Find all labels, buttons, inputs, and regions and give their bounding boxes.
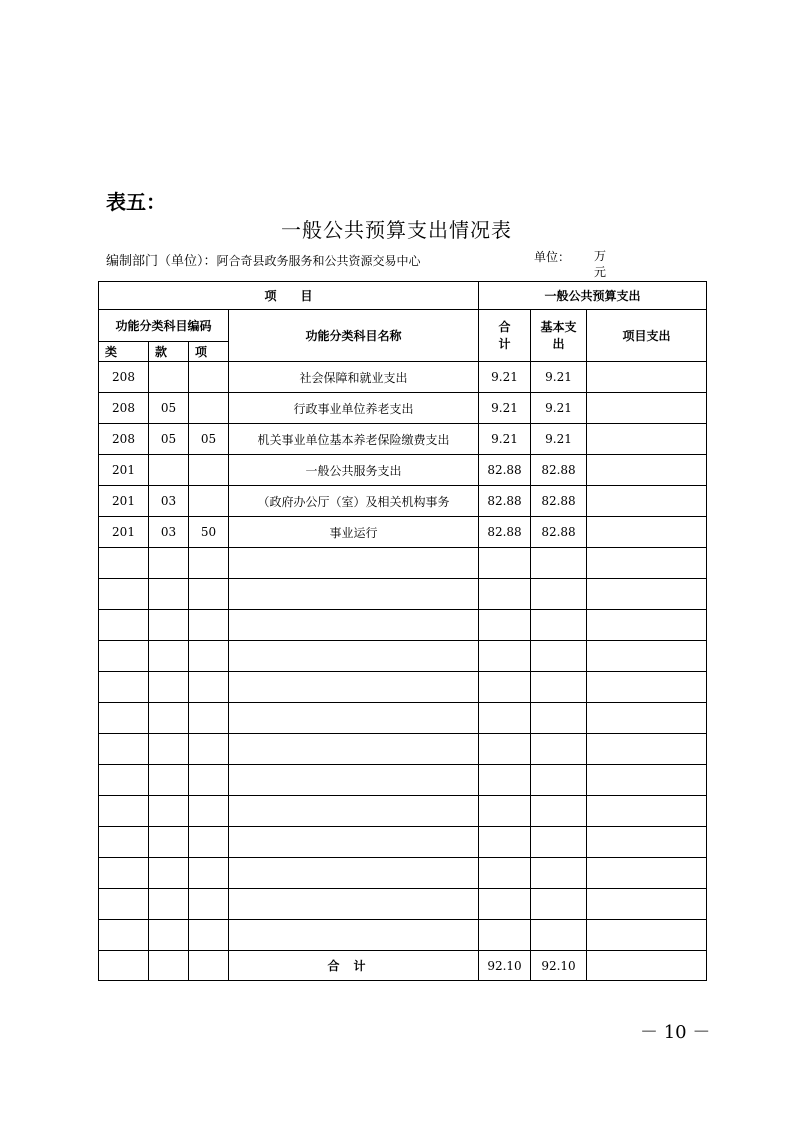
- empty-cell: [531, 703, 587, 734]
- empty-cell: [531, 858, 587, 889]
- department-prefix: 编制部门（单位）：: [106, 254, 217, 269]
- basic-amount: 9.21: [531, 362, 587, 393]
- table-label: 表五：: [106, 190, 166, 214]
- subject-name: 行政事业单位养老支出: [229, 393, 479, 424]
- empty-cell: [99, 672, 149, 703]
- empty-cell: [587, 610, 707, 641]
- empty-cell: [149, 672, 189, 703]
- empty-cell: [587, 548, 707, 579]
- empty-row: [99, 889, 707, 920]
- header-project: 项 目: [99, 282, 479, 310]
- header-row-1: [99, 282, 707, 310]
- total-empty-section: [149, 951, 189, 981]
- empty-cell: [479, 858, 531, 889]
- section-code: [149, 455, 189, 486]
- project-amount: [587, 486, 707, 517]
- basic-amount: 9.21: [531, 393, 587, 424]
- project-amount: [587, 424, 707, 455]
- empty-cell: [229, 610, 479, 641]
- empty-cell: [189, 610, 229, 641]
- empty-cell: [479, 548, 531, 579]
- class-code: 208: [99, 424, 149, 455]
- header-code: 功能分类科目编码: [99, 310, 229, 342]
- basic-amount: 82.88: [531, 486, 587, 517]
- empty-cell: [149, 796, 189, 827]
- empty-cell: [99, 920, 149, 951]
- empty-cell: [531, 610, 587, 641]
- empty-cell: [479, 610, 531, 641]
- empty-cell: [229, 734, 479, 765]
- empty-cell: [531, 827, 587, 858]
- empty-cell: [531, 548, 587, 579]
- section-code: 05: [149, 393, 189, 424]
- empty-row: [99, 858, 707, 889]
- empty-cell: [479, 889, 531, 920]
- empty-row: [99, 672, 707, 703]
- project-amount: [587, 517, 707, 548]
- total-amount: 82.88: [479, 517, 531, 548]
- header-total: 合计: [479, 310, 531, 362]
- empty-row: [99, 610, 707, 641]
- empty-cell: [99, 641, 149, 672]
- header-subitem: 项: [189, 342, 229, 362]
- class-code: 201: [99, 455, 149, 486]
- empty-cell: [479, 734, 531, 765]
- empty-cell: [189, 889, 229, 920]
- item-code: 50: [189, 517, 229, 548]
- empty-cell: [229, 641, 479, 672]
- header-name: 功能分类科目名称: [229, 310, 479, 362]
- page-title: 一般公共预算支出情况表: [281, 218, 512, 242]
- empty-cell: [229, 579, 479, 610]
- empty-row: [99, 703, 707, 734]
- empty-cell: [99, 579, 149, 610]
- empty-cell: [149, 548, 189, 579]
- empty-cell: [587, 827, 707, 858]
- section-code: [149, 362, 189, 393]
- empty-cell: [229, 889, 479, 920]
- empty-cell: [149, 579, 189, 610]
- empty-cell: [189, 641, 229, 672]
- empty-cell: [99, 858, 149, 889]
- empty-cell: [587, 765, 707, 796]
- item-code: [189, 486, 229, 517]
- empty-cell: [531, 889, 587, 920]
- empty-cell: [189, 703, 229, 734]
- empty-row: [99, 827, 707, 858]
- total-amount: 9.21: [479, 393, 531, 424]
- item-code: 05: [189, 424, 229, 455]
- empty-cell: [479, 765, 531, 796]
- department-line: [106, 250, 421, 269]
- basic-amount: 82.88: [531, 455, 587, 486]
- budget-table: [98, 281, 707, 981]
- class-code: 208: [99, 362, 149, 393]
- total-amount: 82.88: [479, 486, 531, 517]
- subject-name: 事业运行: [229, 517, 479, 548]
- basic-amount: 9.21: [531, 424, 587, 455]
- header-row-2: [99, 310, 707, 342]
- empty-cell: [189, 765, 229, 796]
- header-section: 款: [149, 342, 189, 362]
- total-basic: 92.10: [531, 951, 587, 981]
- empty-cell: [99, 734, 149, 765]
- empty-cell: [587, 672, 707, 703]
- empty-cell: [479, 796, 531, 827]
- empty-row: [99, 920, 707, 951]
- empty-cell: [189, 672, 229, 703]
- empty-cell: [189, 579, 229, 610]
- empty-cell: [229, 920, 479, 951]
- empty-cell: [229, 796, 479, 827]
- empty-row: [99, 734, 707, 765]
- empty-cell: [189, 827, 229, 858]
- empty-row: [99, 641, 707, 672]
- empty-cell: [189, 734, 229, 765]
- empty-cell: [229, 765, 479, 796]
- empty-cell: [149, 765, 189, 796]
- header-budget: 一般公共预算支出: [479, 282, 707, 310]
- empty-cell: [149, 889, 189, 920]
- empty-cell: [229, 858, 479, 889]
- empty-cell: [149, 858, 189, 889]
- section-code: 05: [149, 424, 189, 455]
- subject-name: （政府办公厅（室）及相关机构事务: [229, 486, 479, 517]
- empty-row: [99, 579, 707, 610]
- total-amount: 9.21: [479, 362, 531, 393]
- empty-cell: [479, 827, 531, 858]
- empty-cell: [149, 734, 189, 765]
- empty-cell: [149, 703, 189, 734]
- item-code: [189, 362, 229, 393]
- empty-cell: [587, 796, 707, 827]
- class-code: 201: [99, 517, 149, 548]
- empty-cell: [587, 889, 707, 920]
- empty-cell: [479, 703, 531, 734]
- total-label: 合计: [229, 951, 479, 981]
- total-row: [99, 951, 707, 981]
- empty-cell: [99, 796, 149, 827]
- table-row: [99, 486, 707, 517]
- page-number: － 10 －: [640, 1022, 711, 1043]
- project-amount: [587, 362, 707, 393]
- project-amount: [587, 455, 707, 486]
- section-code: 03: [149, 486, 189, 517]
- class-code: 201: [99, 486, 149, 517]
- total-project: [587, 951, 707, 981]
- empty-cell: [99, 889, 149, 920]
- empty-cell: [189, 548, 229, 579]
- empty-cell: [229, 703, 479, 734]
- empty-cell: [189, 920, 229, 951]
- empty-cell: [149, 610, 189, 641]
- header-basic: 基本支出: [531, 310, 587, 362]
- total-empty-item: [189, 951, 229, 981]
- table-row: [99, 424, 707, 455]
- empty-cell: [531, 641, 587, 672]
- table-row: [99, 362, 707, 393]
- empty-cell: [531, 734, 587, 765]
- empty-cell: [587, 703, 707, 734]
- empty-cell: [531, 579, 587, 610]
- empty-cell: [479, 920, 531, 951]
- empty-cell: [229, 672, 479, 703]
- table-row: [99, 455, 707, 486]
- total-amount: 82.88: [479, 455, 531, 486]
- section-code: 03: [149, 517, 189, 548]
- empty-cell: [189, 796, 229, 827]
- total-total: 92.10: [479, 951, 531, 981]
- header-item: 项目支出: [587, 310, 707, 362]
- unit-value: 万元: [594, 249, 607, 279]
- empty-cell: [99, 548, 149, 579]
- project-amount: [587, 393, 707, 424]
- total-amount: 9.21: [479, 424, 531, 455]
- class-code: 208: [99, 393, 149, 424]
- item-code: [189, 455, 229, 486]
- empty-cell: [479, 672, 531, 703]
- empty-row: [99, 548, 707, 579]
- unit-label: 单位：: [534, 250, 571, 264]
- empty-cell: [531, 765, 587, 796]
- empty-cell: [587, 579, 707, 610]
- empty-cell: [531, 920, 587, 951]
- table-row: [99, 517, 707, 548]
- subject-name: 一般公共服务支出: [229, 455, 479, 486]
- empty-cell: [149, 920, 189, 951]
- item-code: [189, 393, 229, 424]
- total-empty-class: [99, 951, 149, 981]
- table-row: [99, 393, 707, 424]
- empty-cell: [479, 641, 531, 672]
- subject-name: 社会保障和就业支出: [229, 362, 479, 393]
- empty-cell: [99, 765, 149, 796]
- empty-cell: [587, 920, 707, 951]
- empty-cell: [229, 827, 479, 858]
- empty-row: [99, 796, 707, 827]
- empty-cell: [149, 641, 189, 672]
- empty-cell: [531, 672, 587, 703]
- empty-cell: [99, 827, 149, 858]
- empty-cell: [587, 641, 707, 672]
- empty-cell: [479, 579, 531, 610]
- department-name: 阿合奇县政务服务和公共资源交易中心: [216, 254, 421, 268]
- empty-row: [99, 765, 707, 796]
- empty-cell: [149, 827, 189, 858]
- subject-name: 机关事业单位基本养老保险缴费支出: [229, 424, 479, 455]
- empty-cell: [229, 548, 479, 579]
- empty-cell: [99, 703, 149, 734]
- empty-cell: [587, 858, 707, 889]
- empty-cell: [99, 610, 149, 641]
- empty-cell: [189, 858, 229, 889]
- empty-cell: [531, 796, 587, 827]
- header-class: 类: [99, 342, 149, 362]
- empty-cell: [587, 734, 707, 765]
- basic-amount: 82.88: [531, 517, 587, 548]
